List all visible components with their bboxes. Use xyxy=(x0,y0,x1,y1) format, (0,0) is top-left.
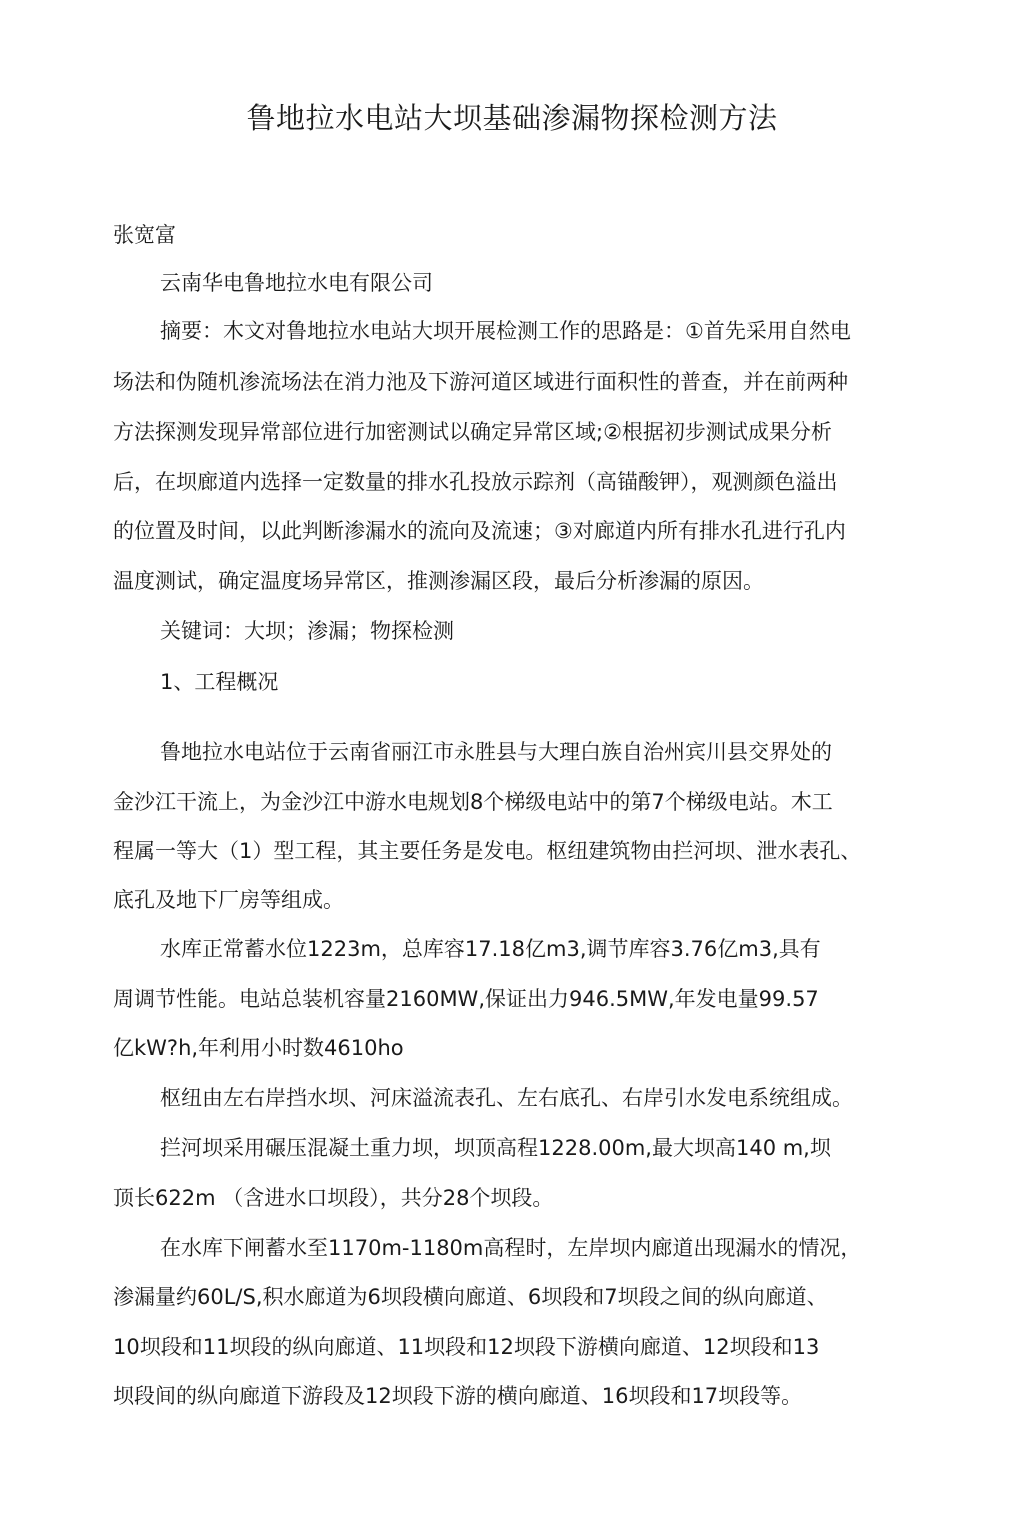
body-line: 周调节性能。电站总装机容量2160MW,保证出力946.5MW,年发电量99.57 xyxy=(113,987,819,1011)
body-line: 程属一等大（1）型工程，其主要任务是发电。枢纽建筑物由拦河坝、泄水表孔、 xyxy=(113,839,862,863)
body-line: 金沙江干流上，为金沙江中游水电规划8个梯级电站中的第7个梯级电站。木工 xyxy=(113,790,833,814)
body-line: 鲁地拉水电站位于云南省丽江市永胜县与大理白族自治州宾川县交界处的 xyxy=(160,740,832,764)
page-title: 鲁地拉水电站大坝基础渗漏物探检测方法 xyxy=(246,101,778,135)
abstract-line: 摘要：木文对鲁地拉水电站大坝开展检测工作的思路是：①首先采用自然电 xyxy=(160,319,851,343)
body-line: 在水库下闸蓄水至1170m-1180m高程时，左岸坝内廊道出现漏水的情况， xyxy=(160,1236,862,1260)
abstract-line: 温度测试，确定温度场异常区，推测渗漏区段，最后分析渗漏的原因。 xyxy=(113,569,764,593)
body-line: 底孔及地下厂房等组成。 xyxy=(113,888,344,912)
body-line: 10坝段和11坝段的纵向廊道、11坝段和12坝段下游横向廊道、12坝段和13 xyxy=(113,1335,820,1359)
body-line: 渗漏量约60L/S,积水廊道为6坝段横向廊道、6坝段和7坝段之间的纵向廊道、 xyxy=(113,1285,828,1309)
keywords: 关键词：大坝；渗漏；物探检测 xyxy=(160,619,454,643)
abstract-line: 场法和伪随机渗流场法在消力池及下游河道区域进行面积性的普查，并在前两种 xyxy=(113,370,848,394)
author-name: 张宽富 xyxy=(113,223,176,247)
section-heading: 1、工程概况 xyxy=(160,670,279,694)
body-line: 枢纽由左右岸挡水坝、河床溢流表孔、左右底孔、右岸引水发电系统组成。 xyxy=(160,1086,853,1110)
abstract-line: 方法探测发现异常部位进行加密测试以确定异常区域;②根据初步测试成果分析 xyxy=(113,420,832,444)
body-line: 坝段间的纵向廊道下游段及12坝段下游的横向廊道、16坝段和17坝段等。 xyxy=(113,1384,803,1408)
body-line: 顶长622m （含进水口坝段），共分28个坝段。 xyxy=(113,1186,554,1210)
body-line: 亿kW?h,年利用小时数4610ho xyxy=(113,1036,404,1060)
body-line: 拦河坝采用碾压混凝土重力坝，坝顶高程1228.00m,最大坝高140 m,坝 xyxy=(160,1136,831,1160)
author-affiliation: 云南华电鲁地拉水电有限公司 xyxy=(160,271,433,295)
abstract-line: 的位置及时间，以此判断渗漏水的流向及流速；③对廊道内所有排水孔进行孔内 xyxy=(113,519,846,543)
body-line: 水库正常蓄水位1223m，总库容17.18亿m3,调节库容3.76亿m3,具有 xyxy=(160,937,821,961)
abstract-line: 后，在坝廊道内选择一定数量的排水孔投放示踪剂（高锚酸钾），观测颜色溢出 xyxy=(113,470,838,494)
